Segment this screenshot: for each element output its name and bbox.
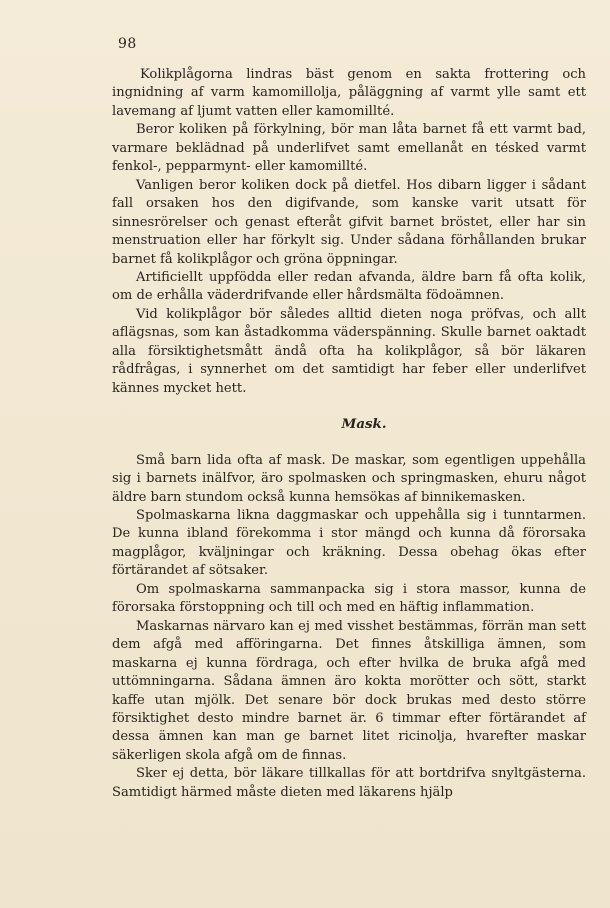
section-heading-mask: Mask. (341, 416, 387, 433)
paragraph-colic-artificial: Artificiellt uppfödda eller redan afvanda, äldre barn få ofta kolik, om de erhålla väderdrifvande eller hårdsmälta födoämnen. (112, 269, 586, 304)
paragraph-worms-intro: Små barn lida ofta af mask. De maskar, som egentligen uppehålla sig i barnets inälfvor, äro spolmasken och springmasken, ehuru något äldre barn stundom också kunna hemsökas af binnikemasken. (112, 452, 586, 505)
paragraph-colic-doctor: Vid kolikplågor bör således alltid dieten noga pröfvas, och allt aflägsnas, som kan åstadkomma väderspänning. Skulle barnet oaktadt alla försiktighetsmått ändå ofta ha kolikplågor, så bör läkaren rådfrågas, i synnerhet om det samtidigt har feber eller underlifvet kännes mycket hett. (112, 306, 586, 396)
paragraph-colic-diet: Vanligen beror koliken dock på dietfel. Hos dibarn ligger i sådant fall orsaken hos den digifvande, som kanske varit utsatt för sinnesrörelser och genast efteråt gifvit barnet bröstet, eller har sin menstruation eller har förkylt sig. Under sådana förhållanden brukar barnet få kolikplågor och gröna öppningar. (112, 177, 586, 267)
paragraph-colic-relief: Kolikplågorna lindras bäst genom en sakta frottering och ingnidning af varm kamomillolja, påläggning af varmt ylle samt ett lavemang af ljumt vatten eller kamomillté. (112, 67, 586, 119)
paragraph-worm-detection: Maskarnas närvaro kan ej med visshet bestämmas, förrän man sett dem afgå med afföringarna. Det finnes åtskilliga ämnen, som maskarna ej kunna fördraga, och efter hvilka de bruka afgå med uttömningarna. Sådana ämnen äro kokta morötter och sött, starkt kaffe utan mjölk. Det senare bör dock brukas med desto större försiktighet desto mindre barnet är. 6 timmar efter förtärandet af dessa ämnen kan man ge barnet litet ricinolja, hvarefter maskar säkerligen skola afgå om de finnas. (112, 618, 586, 763)
paragraph-colic-cold: Beror koliken på förkylning, bör man låta barnet få ett varmt bad, varmare beklädnad på underlifvet samt emellanåt en tésked varmt fenkol-, pepparmynt- eller kamomillté. (112, 122, 586, 175)
paragraph-roundworm-masses: Om spolmaskarna sammanpacka sig i stora massor, kunna de förorsaka förstoppning och till och med en häftig inflammation. (112, 581, 586, 616)
paragraph-roundworms: Spolmaskarna likna daggmaskar och uppehålla sig i tunntarmen. De kunna ibland förekomma i stor mängd och kunna då förorsaka magplågor, kväljningar och kräkning. Dessa obehag ökas efter förtärandet af sötsaker. (112, 507, 586, 579)
body-text (112, 66, 586, 802)
paragraph-doctor-call: Sker ej detta, bör läkare tillkallas för att bortdrifva snyltgästerna. Samtidigt härmed måste dieten med läkarens hjälp (112, 766, 586, 800)
page-number: 98 (118, 36, 137, 52)
